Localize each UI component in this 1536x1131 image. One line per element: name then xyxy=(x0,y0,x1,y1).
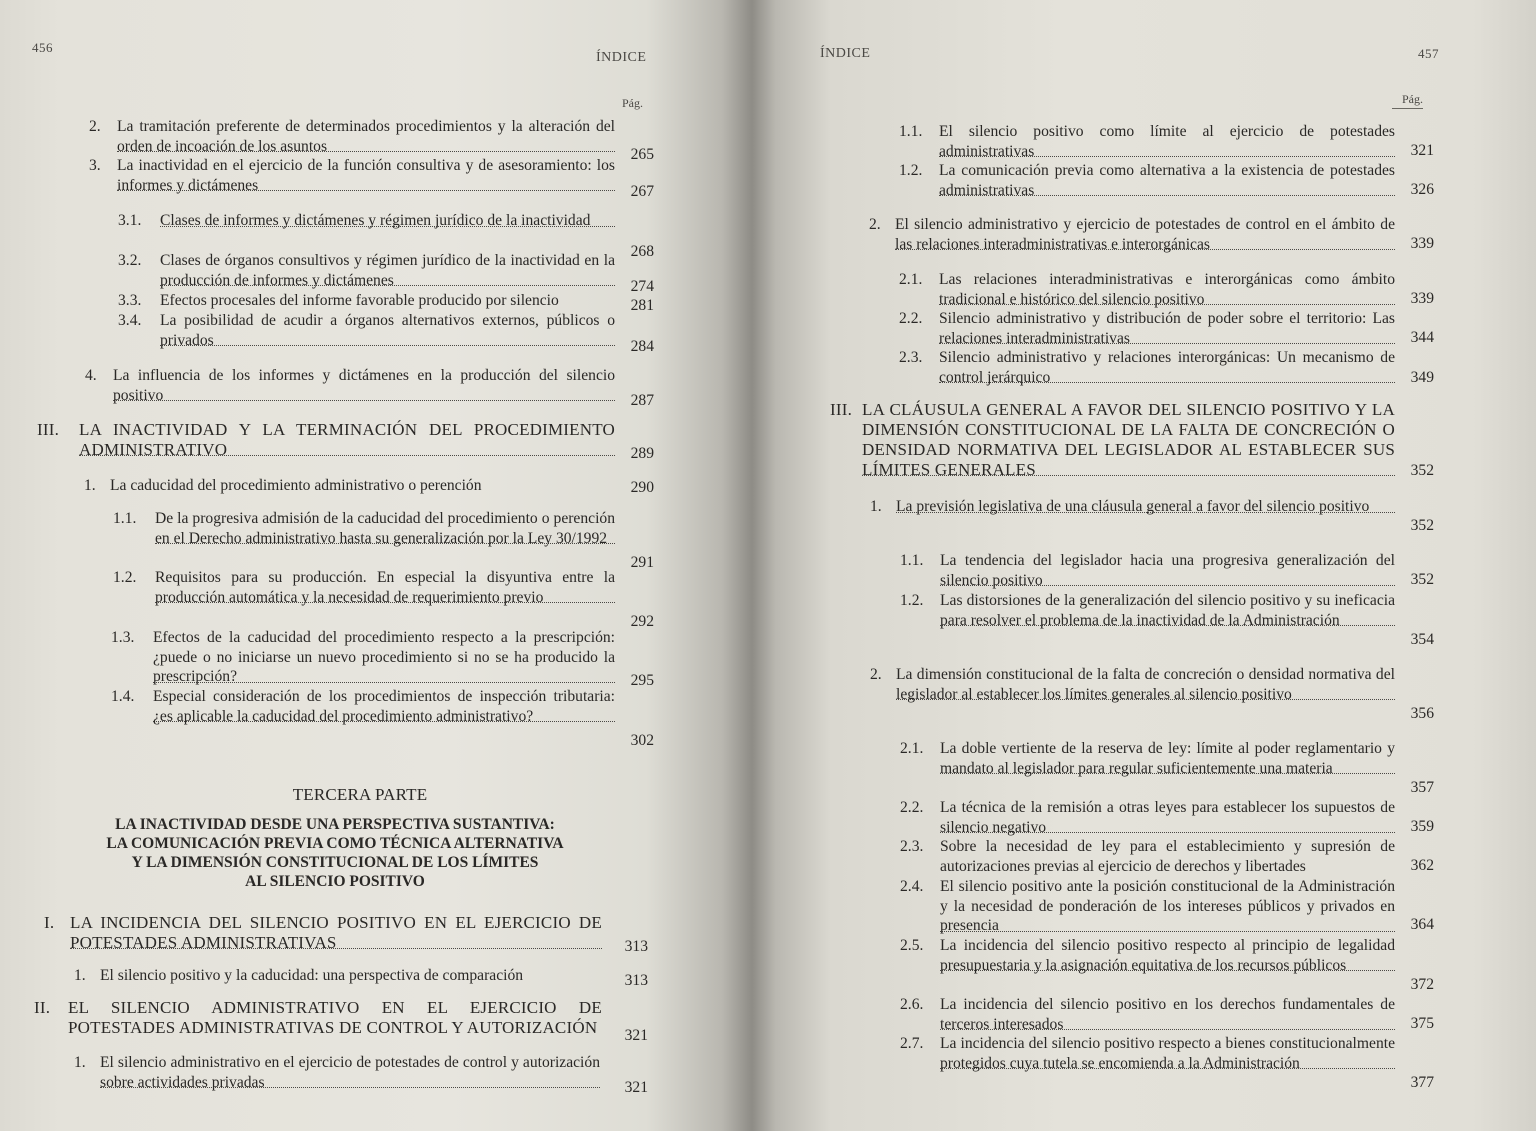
toc-page: 362 xyxy=(1410,857,1434,874)
toc-entry-text: Las distorsiones de la generalización del silencio positivo y su ineficacia para resolver el problema de la inactividad de la Administración xyxy=(940,592,1395,629)
toc-entry[interactable]: 1. La caducidad del procedimiento administrativo o perención xyxy=(84,477,482,494)
toc-entry-text: El silencio administrativo y ejercicio de potestades de control en el ámbito de las relaciones interadministrativas e interorgánicas xyxy=(895,216,1395,253)
toc-page: 354 xyxy=(1410,631,1434,648)
toc-entry[interactable]: 2.4. El silencio positivo ante la posición constitucional de la Administración y la necesidad de ponderación de los intereses públicos y privados en presencia xyxy=(900,878,1395,935)
toc-entry-text: La dimensión constitucional de la falta de concreción o densidad normativa del legislador al establecer los límites generales al silencio positivo xyxy=(896,666,1395,703)
toc-entry-text: La comunicación previa como alternativa a la existencia de potestades administrativas xyxy=(939,162,1395,199)
toc-entry[interactable]: 2.1. Las relaciones interadministrativas e interorgánicas como ámbito tradicional e histórico del silencio positivo xyxy=(899,271,1395,308)
toc-entry[interactable]: 1.4. Especial consideración de los procedimientos de inspección tributaria: ¿es aplicable la caducidad del procedimiento administrativo? xyxy=(111,688,615,725)
toc-entry-text: De la progresiva admisión de la caducidad del procedimiento o perención en el Derecho administrativo hasta su generalización por la Ley 30/1992 xyxy=(155,510,615,547)
pag-label: Pág. xyxy=(1392,92,1423,109)
toc-entry[interactable]: 1.1. De la progresiva admisión de la caducidad del procedimiento o perención en el Derecho administrativo hasta su generalización por la Ley 30/1992 xyxy=(113,510,615,547)
toc-page: 321 xyxy=(624,1079,648,1096)
toc-entry-text: Especial consideración de los procedimientos de inspección tributaria: ¿es aplicable la caducidad del procedimiento administrativo? xyxy=(153,688,615,725)
toc-entry-text: La incidencia del silencio positivo respecto al principio de legalidad presupuestaria y la asignación equitativa de los recursos públicos xyxy=(940,937,1395,974)
toc-entry-text: EL SILENCIO ADMINISTRATIVO EN EL EJERCICIO DE POTESTADES ADMINISTRATIVAS DE CONTROL Y AUTORIZACIÓN xyxy=(68,998,602,1037)
toc-page: 281 xyxy=(630,297,654,314)
toc-entry[interactable]: 3. La inactividad en el ejercicio de la función consultiva y de asesoramiento: los informes y dictámenes xyxy=(89,157,615,194)
toc-entry[interactable]: 2.2. Silencio administrativo y distribución de poder sobre el territorio: Las relaciones interadministrativas xyxy=(899,310,1395,347)
toc-page: 289 xyxy=(630,445,654,462)
toc-entry[interactable]: 1. El silencio positivo y la caducidad: una perspectiva de comparación xyxy=(74,967,524,984)
part-title: TERCERA PARTE xyxy=(292,785,428,804)
toc-entry-text: El silencio administrativo en el ejercicio de potestades de control y autorización sobre actividades privadas xyxy=(100,1054,600,1091)
toc-entry[interactable]: 2. La tramitación preferente de determinados procedimientos y la alteración del orden de incoación de los asuntos xyxy=(89,118,615,155)
toc-entry[interactable]: 1.1. La tendencia del legislador hacia una progresiva generalización del silencio positivo xyxy=(900,552,1395,589)
toc-page: 359 xyxy=(1410,818,1434,835)
toc-entry-text: El silencio positivo como límite al ejercicio de potestades administrativas xyxy=(939,123,1395,160)
toc-entry-text: Requisitos para su producción. En especial la disyuntiva entre la producción automática y la necesidad de requerimiento previo xyxy=(155,569,615,606)
toc-page: 291 xyxy=(630,554,654,571)
toc-entry[interactable]: 2.6. La incidencia del silencio positivo en los derechos fundamentales de terceros interesados xyxy=(900,996,1395,1033)
toc-section[interactable]: III. LA CLÁUSULA GENERAL A FAVOR DEL SILENCIO POSITIVO Y LA DIMENSIÓN CONSTITUCIONAL DE LA FALTA DE CONCRECIÓN O DENSIDAD NORMATIVA DEL LEGISLADOR AL ESTABLECER SUS LÍMITES GENERALES xyxy=(830,400,1395,479)
toc-page: 377 xyxy=(1410,1074,1434,1091)
toc-entry[interactable]: 1. La previsión legislativa de una cláusula general a favor del silencio positivo xyxy=(896,497,1395,513)
toc-entry-text: La inactividad en el ejercicio de la función consultiva y de asesoramiento: los informes y dictámenes xyxy=(117,157,615,194)
toc-entry-text: Sobre la necesidad de ley para el establecimiento y supresión de autorizaciones previas al ejercicio de derechos y libertades xyxy=(940,838,1395,875)
running-header: ÍNDICE xyxy=(596,50,647,65)
toc-entry-text: LA CLÁUSULA GENERAL A FAVOR DEL SILENCIO POSITIVO Y LA DIMENSIÓN CONSTITUCIONAL DE LA FALTA DE CONCRECIÓN O DENSIDAD NORMATIVA DEL LEGISLADOR AL ESTABLECER SUS LÍMITES GENERALES xyxy=(862,400,1395,479)
toc-entry-text: La incidencia del silencio positivo respecto a bienes constitucionalmente protegidos cuya tutela se encomienda a la Administración xyxy=(940,1035,1395,1072)
toc-entry-text: La posibilidad de acudir a órganos alternativos externos, públicos o privados xyxy=(160,312,615,349)
toc-entry[interactable]: 2.2. La técnica de la remisión a otras leyes para establecer los supuestos de silencio negativo xyxy=(900,799,1395,836)
toc-entry-text: Clases de órganos consultivos y régimen jurídico de la inactividad en la producción de informes y dictámenes xyxy=(160,252,615,289)
toc-entry-text: La incidencia del silencio positivo en los derechos fundamentales de terceros interesados xyxy=(940,996,1395,1033)
toc-section[interactable]: III. LA INACTIVIDAD Y LA TERMINACIÓN DEL PROCEDIMIENTO ADMINISTRATIVO xyxy=(37,420,615,459)
toc-entry[interactable]: 3.2. Clases de órganos consultivos y régimen jurídico de la inactividad en la producción de informes y dictámenes xyxy=(118,252,615,289)
toc-page: 313 xyxy=(624,938,648,955)
page-number: 456 xyxy=(32,40,53,55)
toc-entry-text: Efectos procesales del informe favorable producido por silencio xyxy=(160,292,559,309)
toc-page: 284 xyxy=(630,338,654,355)
toc-entry[interactable]: 1.3. Efectos de la caducidad del procedimiento respecto a la prescripción: ¿puede o no iniciarse un nuevo procedimiento si no se ha producido la prescripción? xyxy=(111,629,615,686)
toc-section[interactable]: I. LA INCIDENCIA DEL SILENCIO POSITIVO EN EL EJERCICIO DE POTESTADES ADMINISTRATIVAS xyxy=(44,913,602,952)
toc-entry-text: Silencio administrativo y relaciones interorgánicas: Un mecanismo de control jerárquico xyxy=(939,349,1395,386)
toc-entry[interactable]: 2. La dimensión constitucional de la falta de concreción o densidad normativa del legislador al establecer los límites generales al silencio positivo xyxy=(870,666,1395,703)
toc-entry[interactable]: 1.2. Las distorsiones de la generalización del silencio positivo y su ineficacia para resolver el problema de la inactividad de la Administración xyxy=(900,592,1395,629)
toc-entry-text: El silencio positivo y la caducidad: una perspectiva de comparación xyxy=(100,967,524,984)
toc-entry-text: La tendencia del legislador hacia una progresiva generalización del silencio positivo xyxy=(940,552,1395,589)
toc-entry[interactable]: 2.7. La incidencia del silencio positivo respecto a bienes constitucionalmente protegidos cuya tutela se encomienda a la Administración xyxy=(900,1035,1395,1072)
toc-entry[interactable]: 2.3. Sobre la necesidad de ley para el establecimiento y supresión de autorizaciones previas al ejercicio de derechos y libertades xyxy=(900,838,1395,875)
toc-page: 292 xyxy=(630,613,654,630)
toc-entry-text: LA INCIDENCIA DEL SILENCIO POSITIVO EN EL EJERCICIO DE POTESTADES ADMINISTRATIVAS xyxy=(70,913,602,952)
toc-page: 302 xyxy=(630,732,654,749)
toc-entry-text: La influencia de los informes y dictámenes en la producción del silencio positivo xyxy=(113,367,615,404)
toc-page: 344 xyxy=(1410,329,1434,346)
toc-page: 352 xyxy=(1410,517,1434,534)
toc-entry-text: Clases de informes y dictámenes y régimen jurídico de la inactividad xyxy=(160,212,591,229)
toc-entry[interactable]: 2. El silencio administrativo y ejercicio de potestades de control en el ámbito de las relaciones interadministrativas e interorgánicas xyxy=(869,216,1395,253)
toc-page: 265 xyxy=(630,146,654,163)
right-page xyxy=(752,0,1536,1131)
toc-page: 321 xyxy=(1410,142,1434,159)
toc-page: 313 xyxy=(624,972,648,989)
toc-page: 274 xyxy=(630,278,654,295)
toc-page: 372 xyxy=(1410,976,1434,993)
toc-page: 364 xyxy=(1410,916,1434,933)
toc-entry-text: La técnica de la remisión a otras leyes para establecer los supuestos de silencio negativo xyxy=(940,799,1395,836)
toc-page: 295 xyxy=(630,672,654,689)
toc-page: 375 xyxy=(1410,1015,1434,1032)
toc-page: 339 xyxy=(1410,235,1434,252)
toc-section[interactable]: II. EL SILENCIO ADMINISTRATIVO EN EL EJERCICIO DE POTESTADES ADMINISTRATIVAS DE CONTROL Y AUTORIZACIÓN xyxy=(34,998,602,1037)
toc-entry[interactable]: 1.1. El silencio positivo como límite al ejercicio de potestades administrativas xyxy=(899,123,1395,160)
toc-entry[interactable]: 2.3. Silencio administrativo y relaciones interorgánicas: Un mecanismo de control jerárquico xyxy=(899,349,1395,386)
pag-label: Pág. xyxy=(622,96,643,110)
toc-entry-text: Silencio administrativo y distribución de poder sobre el territorio: Las relaciones interadministrativas xyxy=(939,310,1395,347)
toc-page: 321 xyxy=(624,1027,648,1044)
running-header: ÍNDICE xyxy=(820,46,871,61)
toc-page: 349 xyxy=(1410,369,1434,386)
toc-entry[interactable]: 2.5. La incidencia del silencio positivo respecto al principio de legalidad presupuestaria y la asignación equitativa de los recursos públicos xyxy=(900,937,1395,974)
left-page xyxy=(0,0,752,1131)
toc-page: 357 xyxy=(1410,779,1434,796)
toc-page: 352 xyxy=(1410,462,1434,479)
toc-page: 326 xyxy=(1410,181,1434,198)
toc-entry-text: Efectos de la caducidad del procedimiento respecto a la prescripción: ¿puede o no iniciarse un nuevo procedimiento si no se ha producido la prescripción? xyxy=(153,629,615,686)
part-subtitle: LA INACTIVIDAD DESDE UNA PERSPECTIVA SUSTANTIVA: LA COMUNICACIÓN PREVIA COMO TÉCNICA ALTERNATIVA Y LA DIMENSIÓN CONSTITUCIONAL DE LOS LÍMITES AL SILENCIO POSITIVO xyxy=(106,816,564,890)
toc-entry[interactable]: 3.3. Efectos procesales del informe favorable producido por silencio xyxy=(118,292,559,309)
toc-entry[interactable]: 3.1. Clases de informes y dictámenes y régimen jurídico de la inactividad xyxy=(160,211,615,227)
toc-entry[interactable]: 1.2. La comunicación previa como alternativa a la existencia de potestades administrativas xyxy=(899,162,1395,199)
toc-page: 356 xyxy=(1410,705,1434,722)
toc-entry-text: La doble vertiente de la reserva de ley: límite al poder reglamentario y mandato al legislador para regular suficientemente una materia xyxy=(940,740,1395,777)
toc-entry-text: La tramitación preferente de determinados procedimientos y la alteración del orden de incoación de los asuntos xyxy=(117,118,615,155)
toc-page: 287 xyxy=(630,392,654,409)
toc-entry-text: LA INACTIVIDAD Y LA TERMINACIÓN DEL PROCEDIMIENTO ADMINISTRATIVO xyxy=(79,420,615,459)
toc-page: 268 xyxy=(630,243,654,260)
toc-page: 352 xyxy=(1410,571,1434,588)
toc-entry[interactable]: 3.4. La posibilidad de acudir a órganos alternativos externos, públicos o privados xyxy=(118,312,615,349)
toc-entry[interactable]: 1. El silencio administrativo en el ejercicio de potestades de control y autorización sobre actividades privadas xyxy=(74,1054,600,1091)
page-number: 457 xyxy=(1418,46,1439,61)
toc-entry[interactable]: 4. La influencia de los informes y dictámenes en la producción del silencio positivo xyxy=(85,367,615,404)
toc-entry[interactable]: 1.2. Requisitos para su producción. En especial la disyuntiva entre la producción automática y la necesidad de requerimiento previo xyxy=(113,569,615,606)
toc-entry-text: La caducidad del procedimiento administrativo o perención xyxy=(110,477,482,494)
toc-entry-text: La previsión legislativa de una cláusula general a favor del silencio positivo xyxy=(896,498,1370,515)
toc-entry-text: Las relaciones interadministrativas e interorgánicas como ámbito tradicional e histórico del silencio positivo xyxy=(939,271,1395,308)
toc-entry-text: El silencio positivo ante la posición constitucional de la Administración y la necesidad de ponderación de los intereses públicos y privados en presencia xyxy=(940,878,1395,935)
toc-page: 267 xyxy=(630,183,654,200)
toc-entry[interactable]: 2.1. La doble vertiente de la reserva de ley: límite al poder reglamentario y mandato al legislador para regular suficientemente una materia xyxy=(900,740,1395,777)
toc-page: 339 xyxy=(1410,290,1434,307)
toc-page: 290 xyxy=(630,479,654,496)
